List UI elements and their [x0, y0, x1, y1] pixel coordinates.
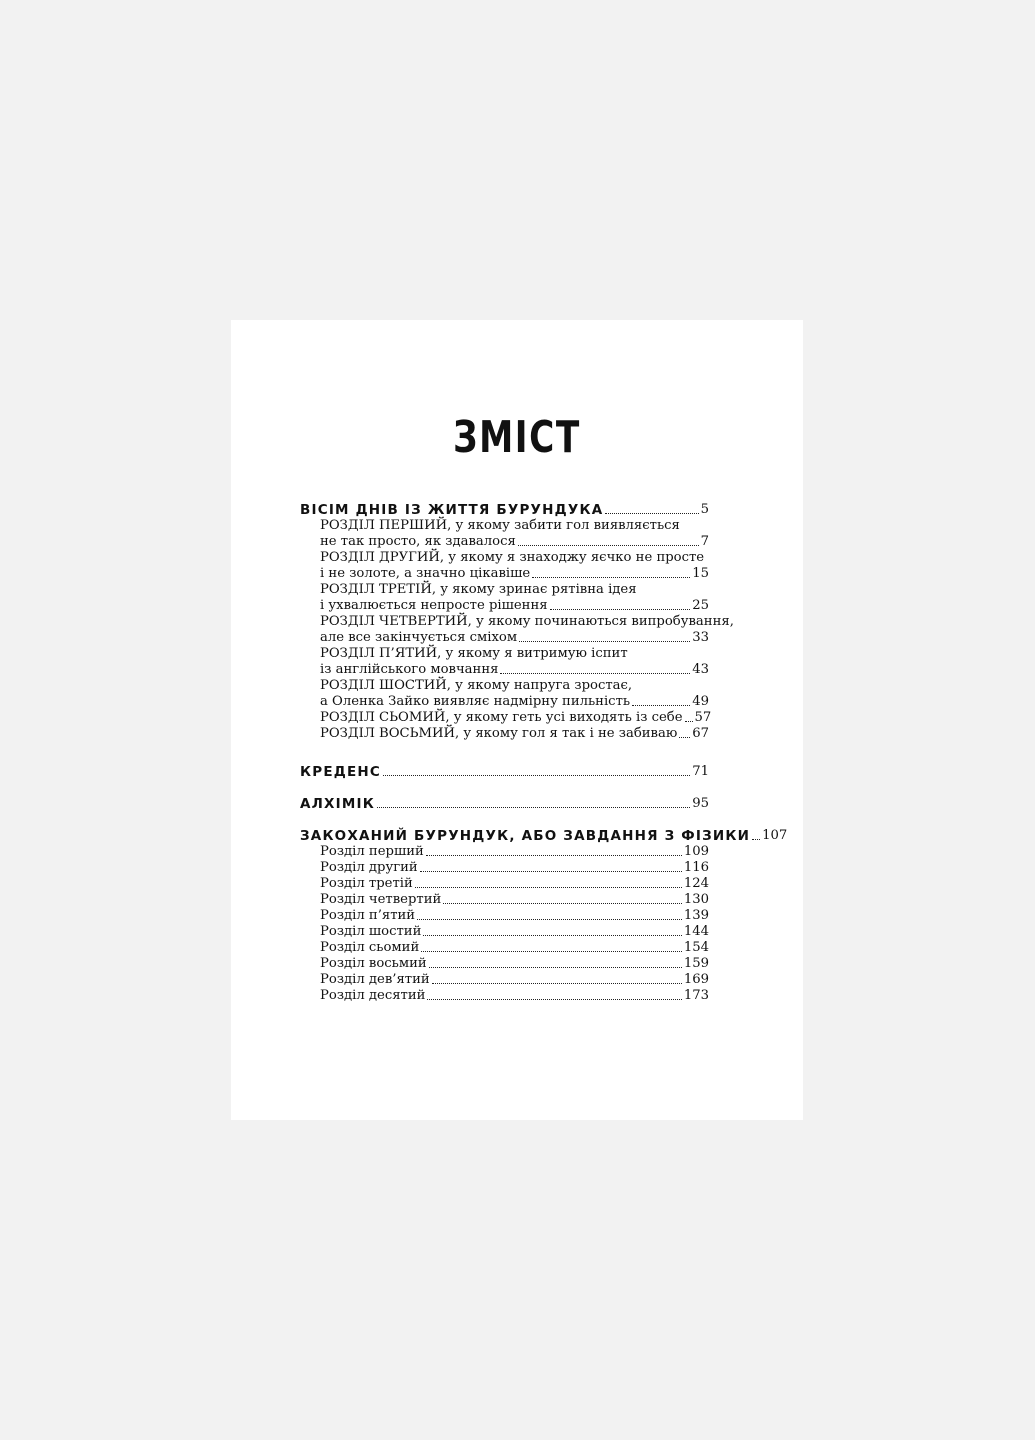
toc-chapter-entry-text: і ухвалюється непросте рішення	[320, 598, 548, 613]
page-number: 173	[683, 988, 709, 1003]
dot-leader	[443, 903, 682, 904]
toc-chapter-entry	[320, 908, 709, 924]
dot-leader	[500, 673, 690, 674]
toc-section-heading-text: ЗАКОХАНИЙ БУРУНДУК, АБО ЗАВДАННЯ З ФІЗИКИ	[300, 828, 751, 844]
dot-leader	[423, 935, 681, 936]
toc-chapter-entry-text: із англійського мовчання	[320, 662, 499, 677]
toc-chapter-entry	[320, 924, 709, 940]
page-number: 7	[700, 534, 709, 549]
page-number: 154	[683, 940, 709, 955]
dot-leader	[685, 721, 693, 722]
page-number: 116	[683, 860, 709, 875]
dot-leader	[550, 609, 691, 610]
toc-chapter-entry-text: і не золоте, а значно цікавіше	[320, 566, 531, 581]
page-number: 109	[683, 844, 709, 859]
page-number: 159	[683, 956, 709, 971]
toc-chapter-entry	[320, 876, 709, 892]
dot-leader	[421, 951, 682, 952]
toc-chapter-line: РОЗДІЛ ЧЕТВЕРТИЙ, у якому починаються випробування,	[320, 614, 734, 629]
toc-chapter-line: РОЗДІЛ ТРЕТІЙ, у якому зринає рятівна ідея	[320, 582, 637, 597]
toc-section-heading-text: КРЕДЕНС	[300, 764, 382, 780]
toc-chapter-entry-text: Розділ восьмий	[320, 956, 427, 971]
toc-chapter-entry	[320, 892, 709, 908]
page-number: 144	[683, 924, 709, 939]
dot-leader	[679, 737, 690, 738]
page-title: ЗМІСТ	[453, 412, 581, 463]
toc-chapter-entry-text: Розділ третій	[320, 876, 413, 891]
toc-chapter-entry-text: Розділ сьомий	[320, 940, 420, 955]
toc-chapter-entry	[320, 844, 709, 860]
toc-chapter-entry-text: Розділ дев’ятий	[320, 972, 430, 987]
dot-leader	[426, 855, 682, 856]
page-number: 57	[694, 710, 712, 725]
toc-chapter-entry-text: не так просто, як здавалося	[320, 534, 516, 549]
dot-leader	[519, 641, 690, 642]
toc-chapter-line: РОЗДІЛ ШОСТИЙ, у якому напруга зростає,	[320, 678, 633, 693]
page-number: 124	[683, 876, 709, 891]
page-number: 95	[692, 796, 709, 811]
toc-chapter-entry	[320, 598, 709, 614]
toc-section-heading-text: ВІСІМ ДНІВ ІЗ ЖИТТЯ БУРУНДУКА	[300, 502, 604, 518]
page-number: 139	[683, 908, 709, 923]
toc-chapter-entry	[320, 988, 709, 1004]
dot-leader	[605, 513, 698, 514]
page-number: 33	[692, 630, 709, 645]
page-number: 67	[692, 726, 709, 741]
toc-chapter-entry	[320, 972, 709, 988]
toc-chapter-entry-text: але все закінчується сміхом	[320, 630, 518, 645]
page-number: 5	[700, 502, 709, 517]
toc-chapter-entry-text: Розділ перший	[320, 844, 424, 859]
dot-leader	[432, 983, 682, 984]
page-number: 71	[692, 764, 709, 779]
toc-chapter-entry	[320, 710, 712, 726]
toc-chapter-entry-text: а Оленка Зайко виявляє надмірну пильність	[320, 694, 631, 709]
toc-chapter-entry	[320, 940, 709, 956]
page-number: 43	[692, 662, 709, 677]
toc-chapter-entry	[320, 860, 709, 876]
toc-chapter-line: РОЗДІЛ ДРУГИЙ, у якому я знаходжу яєчко не просте	[320, 550, 705, 565]
toc-chapter-entry	[320, 534, 709, 550]
page-number: 130	[683, 892, 709, 907]
toc-chapter-line: РОЗДІЛ ПЕРШИЙ, у якому забити гол виявляється	[320, 518, 680, 533]
toc-section-heading	[300, 764, 709, 780]
toc-section-heading	[300, 828, 788, 844]
dot-leader	[377, 807, 690, 808]
dot-leader	[518, 545, 699, 546]
toc-section-heading-text: АЛХІМІК	[300, 796, 375, 812]
dot-leader	[415, 887, 682, 888]
dot-leader	[420, 871, 682, 872]
dot-leader	[429, 967, 682, 968]
page-number: 107	[762, 828, 788, 843]
toc-chapter-entry	[320, 726, 709, 742]
toc-chapter-entry-text: Розділ шостий	[320, 924, 422, 939]
toc-chapter-entry	[320, 566, 709, 582]
dot-leader	[752, 839, 760, 840]
toc-chapter-entry-text: РОЗДІЛ ВОСЬМИЙ, у якому гол я так і не забиваю	[320, 726, 678, 741]
page-number: 49	[692, 694, 709, 709]
dot-leader	[427, 999, 681, 1000]
toc-chapter-entry-text: Розділ другий	[320, 860, 418, 875]
toc-section-heading	[300, 796, 709, 812]
dot-leader	[632, 705, 690, 706]
page-number: 15	[692, 566, 709, 581]
toc-chapter-entry-text: Розділ десятий	[320, 988, 426, 1003]
dot-leader	[417, 919, 682, 920]
toc-chapter-entry	[320, 956, 709, 972]
dot-leader	[532, 577, 690, 578]
toc-chapter-entry-text: Розділ четвертий	[320, 892, 442, 907]
book-page	[231, 320, 803, 1120]
page-number: 169	[683, 972, 709, 987]
toc-section-heading	[300, 502, 709, 518]
toc-chapter-entry-text: РОЗДІЛ СЬОМИЙ, у якому геть усі виходять із себе	[320, 710, 683, 725]
toc-chapter-entry	[320, 694, 709, 710]
dot-leader	[383, 775, 690, 776]
toc-chapter-entry-text: Розділ п’ятий	[320, 908, 416, 923]
toc-chapter-line: РОЗДІЛ П’ЯТИЙ, у якому я витримую іспит	[320, 646, 628, 661]
toc-chapter-entry	[320, 662, 709, 678]
toc-chapter-entry	[320, 630, 709, 646]
page-number: 25	[692, 598, 709, 613]
